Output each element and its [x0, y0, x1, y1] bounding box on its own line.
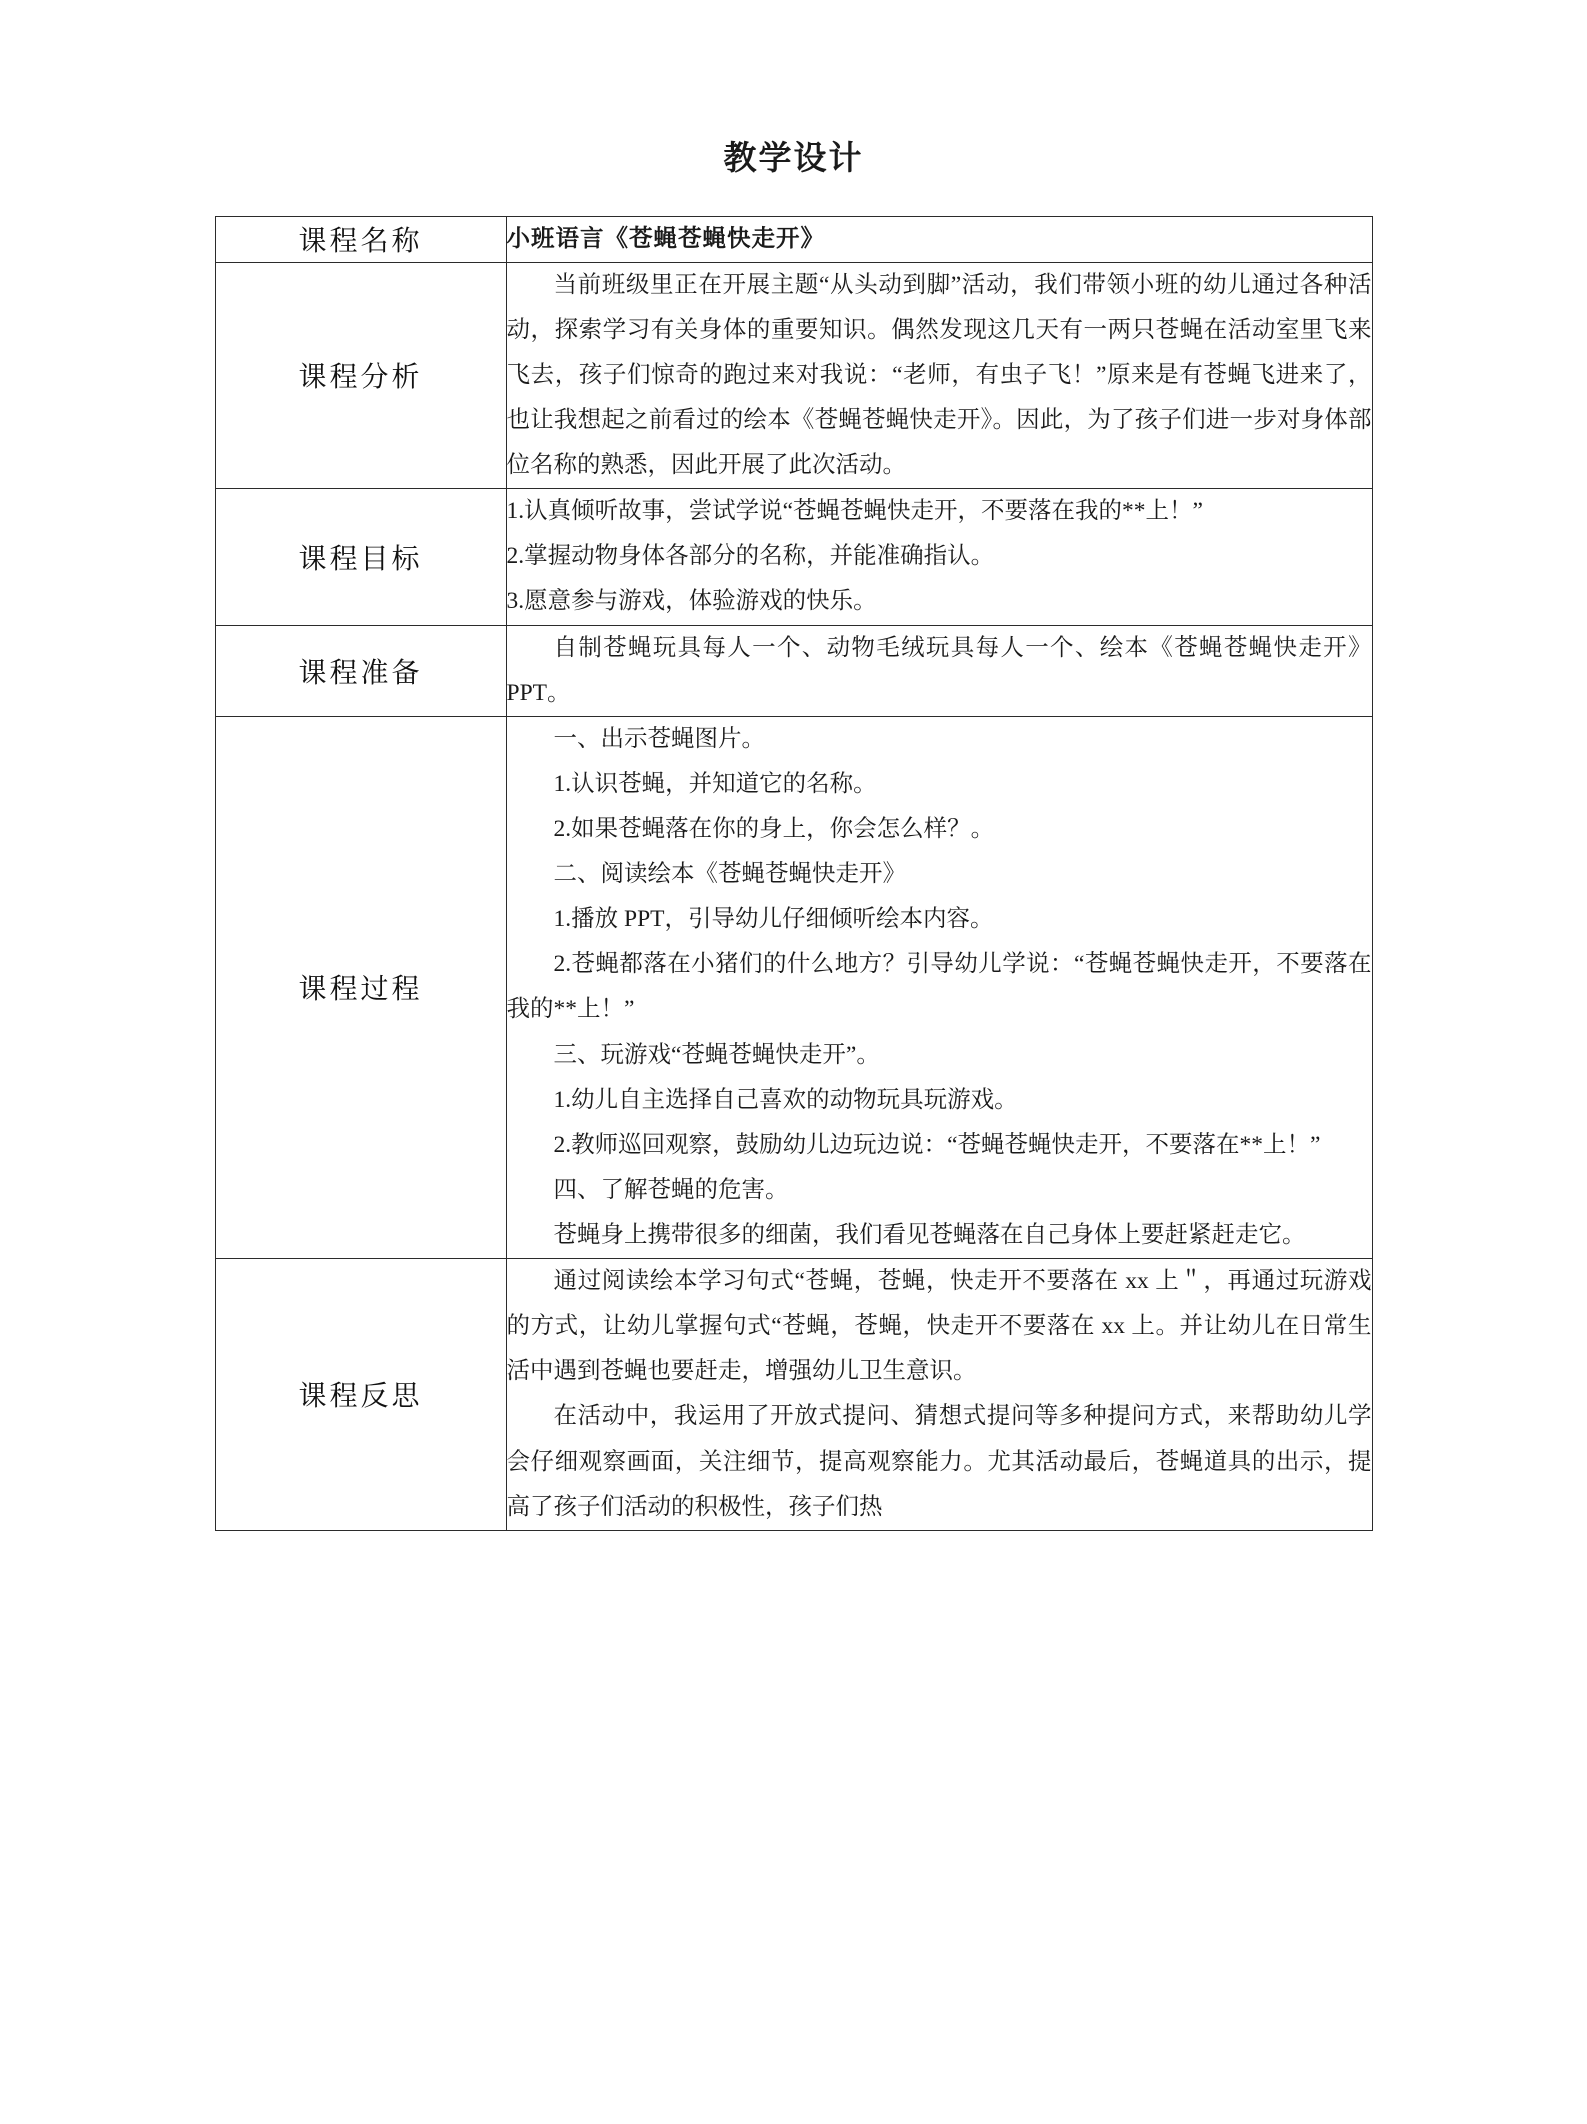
row-value-course-preparation: [506, 625, 1372, 716]
reflection-paragraph: 通过阅读绘本学习句式“苍蝇，苍蝇，快走开不要落在 xx 上＂，再通过玩游戏的方式，让幼儿掌握句式“苍蝇，苍蝇，快走开不要落在 xx 上。并让幼儿在日常生活中遇到苍蝇也要赶走，增强幼儿卫生意识。: [506, 1268, 1372, 1385]
process-block: 1.认识苍蝇，并知道它的名称。: [553, 770, 877, 797]
process-block: 2.苍蝇都落在小猪们的什么地方？引导幼儿学说：“苍蝇苍蝇快走开，不要落在我的**上！”: [506, 951, 1372, 1023]
table-body: [215, 216, 1372, 1530]
row-value-course-process: [506, 716, 1372, 1258]
goal-item: 3.愿意参与游戏，体验游戏的快乐。: [506, 588, 877, 615]
preparation-paragraph: 自制苍蝇玩具每人一个、动物毛绒玩具每人一个、绘本《苍蝇苍蝇快走开》PPT。: [506, 634, 1372, 706]
table-row-course-name: [215, 216, 1372, 262]
row-label-course-name: 课程名称: [215, 216, 506, 262]
row-label-course-process: 课程过程: [215, 716, 506, 1258]
process-block: 二、阅读绘本《苍蝇苍蝇快走开》: [553, 861, 906, 888]
row-value-course-reflection: [506, 1259, 1372, 1531]
process-block: 2.如果苍蝇落在你的身上，你会怎么样？。: [553, 816, 995, 843]
row-label-course-reflection: 课程反思: [215, 1259, 506, 1531]
goal-item: 2.掌握动物身体各部分的名称，并能准确指认。: [506, 543, 995, 570]
process-block: 2.教师巡回观察，鼓励幼儿边玩边说：“苍蝇苍蝇快走开，不要落在**上！”: [553, 1131, 1321, 1158]
analysis-paragraph: 当前班级里正在开展主题“从头动到脚”活动，我们带领小班的幼儿通过各种活动，探索学习有关身体的重要知识。偶然发现这几天有一两只苍蝇在活动室里飞来飞去，孩子们惊奇的跑过来对我说：“老师，有虫子飞！”原来是有苍蝇飞进来了，也让我想起之前看过的绘本《苍蝇苍蝇快走开》。因此，为了孩子们进一步对身体部位名称的熟悉，因此开展了此次活动。: [506, 271, 1372, 479]
row-label-course-analysis: 课程分析: [215, 262, 506, 489]
process-block: 1.幼儿自主选择自己喜欢的动物玩具玩游戏。: [553, 1086, 1018, 1113]
row-label-course-goals: 课程目标: [215, 489, 506, 625]
lesson-plan-table: [215, 216, 1373, 1531]
reflection-paragraph: 在活动中，我运用了开放式提问、猜想式提问等多种提问方式，来帮助幼儿学会仔细观察画面，关注细节，提高观察能力。尤其活动最后，苍蝇道具的出示，提高了孩子们活动的积极性，孩子们热: [506, 1403, 1372, 1520]
page-title: 教学设计: [723, 141, 864, 177]
goal-item: 1.认真倾听故事，尝试学说“苍蝇苍蝇快走开，不要落在我的**上！”: [506, 498, 1203, 525]
table-row-course-reflection: [215, 1259, 1372, 1531]
row-value-course-analysis: [506, 262, 1372, 489]
table-row-course-goals: [215, 489, 1372, 625]
process-block: 一、出示苍蝇图片。: [553, 725, 765, 752]
process-block: 四、了解苍蝇的危害。: [553, 1176, 789, 1203]
row-value-course-goals: [506, 489, 1372, 625]
table-row-course-preparation: [215, 625, 1372, 716]
process-block: 苍蝇身上携带很多的细菌，我们看见苍蝇落在自己身体上要赶紧赶走它。: [553, 1222, 1306, 1248]
row-label-course-preparation: 课程准备: [215, 625, 506, 716]
row-value-course-name: 小班语言《苍蝇苍蝇快走开》: [506, 216, 1372, 262]
table-row-course-analysis: [215, 262, 1372, 489]
table-row-course-process: [215, 716, 1372, 1258]
process-block: 三、玩游戏“苍蝇苍蝇快走开”。: [553, 1041, 880, 1068]
process-block: 1.播放 PPT，引导幼儿仔细倾听绘本内容。: [553, 906, 994, 933]
